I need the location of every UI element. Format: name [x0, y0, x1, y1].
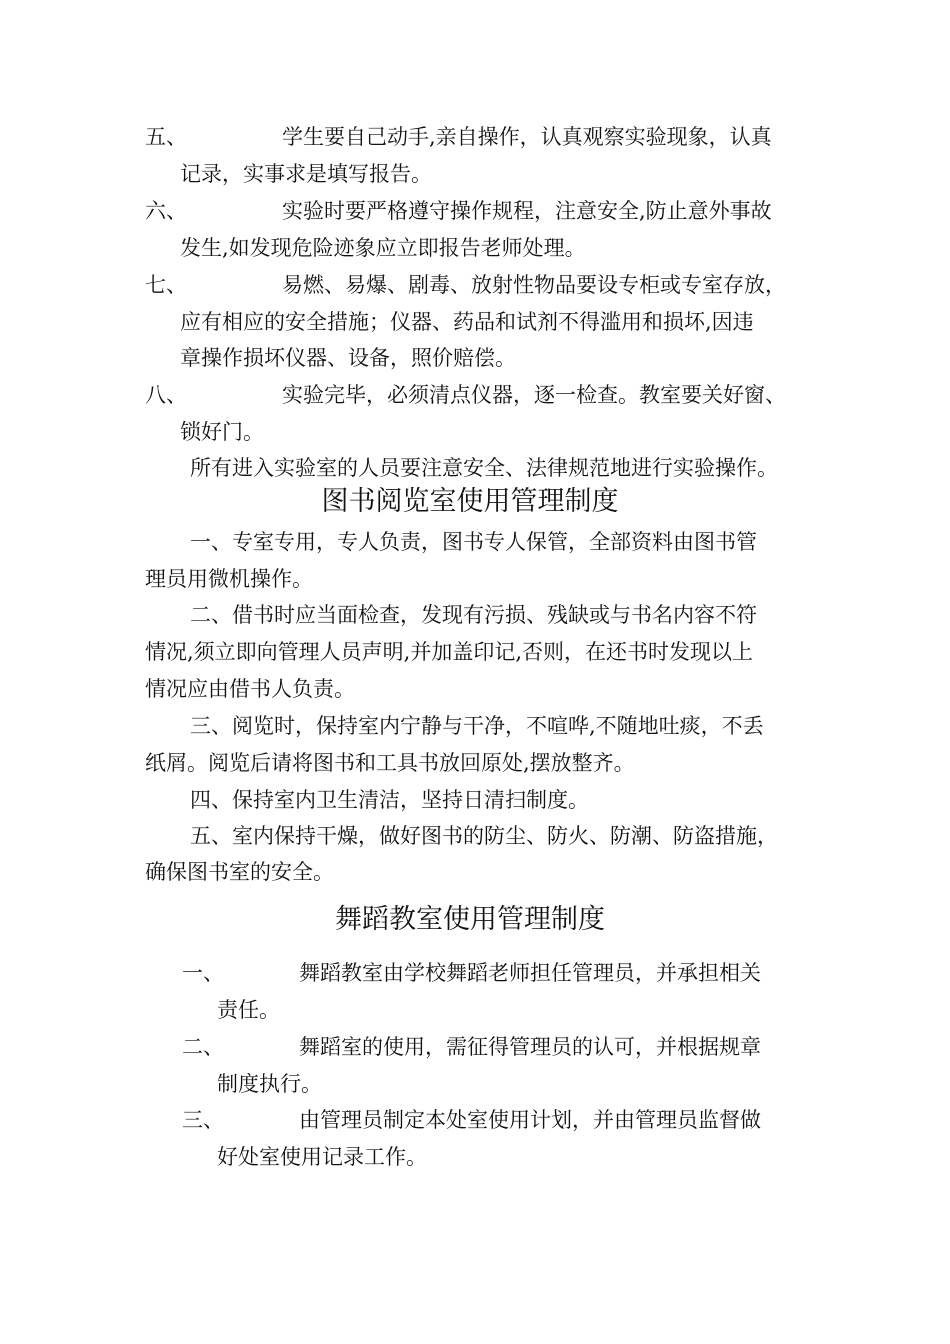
library-rule-3-line-1: 三、阅览时，保持室内宁静与干净，不喧哗,不随地吐痰，不丢 [190, 714, 764, 738]
dance-item-1-number: 一、 [182, 961, 224, 985]
dance-item-1-line-2: 责任。 [217, 998, 280, 1022]
lab-item-6-line-2: 发生,如发现危险迹象应立即报告老师处理。 [180, 236, 586, 260]
library-rule-2-line-2: 情况,须立即向管理人员声明,并加盖印记,否则，在还书时发现以上 [145, 640, 754, 664]
dance-item-2-number: 二、 [182, 1035, 224, 1059]
dance-item-1-line-1: 舞蹈教室由学校舞蹈老师担任管理员，并承担相关 [299, 961, 761, 985]
lab-item-8-line-1: 实验完毕，必须清点仪器，逐一检查。教室要关好窗、 [282, 383, 786, 407]
lab-closing-note: 所有进入实验室的人员要注意安全、法律规范地进行实验操作。 [190, 456, 778, 480]
lab-item-5-line-1: 学生要自己动手,亲自操作，认真观察实验现象，认真 [282, 125, 772, 149]
lab-item-5-line-2: 记录，实事求是填写报告。 [180, 162, 432, 186]
library-rules-title: 图书阅览室使用管理制度 [321, 486, 619, 517]
dance-item-3-line-1: 由管理员制定本处室使用计划，并由管理员监督做 [299, 1108, 761, 1132]
lab-item-6-number: 六、 [145, 199, 187, 223]
lab-item-7-number: 七、 [145, 273, 187, 297]
library-rule-5-line-2: 确保图书室的安全。 [145, 860, 334, 884]
dance-item-2-line-2: 制度执行。 [217, 1072, 322, 1096]
lab-item-7-line-3: 章操作损坏仪器、设备，照价赔偿。 [180, 346, 516, 370]
library-rule-1-line-2: 理员用微机操作。 [145, 567, 313, 591]
library-rule-3-line-2: 纸屑。阅览后请将图书和工具书放回原处,摆放整齐。 [145, 751, 635, 775]
lab-item-5-number: 五、 [145, 125, 187, 149]
lab-item-8-number: 八、 [145, 383, 187, 407]
library-rule-2-line-1: 二、借书时应当面检查，发现有污损、残缺或与书名内容不符 [190, 603, 757, 627]
library-rule-5-line-1: 五、室内保持干燥，做好图书的防尘、防火、防潮、防盗措施， [190, 824, 778, 848]
dance-item-3-line-2: 好处室使用记录工作。 [217, 1145, 427, 1169]
dance-rules-title: 舞蹈教室使用管理制度 [335, 904, 605, 935]
library-rule-1-line-1: 一、专室专用，专人负责，图书专人保管，全部资料由图书管 [190, 530, 757, 554]
lab-item-7-line-1: 易燃、易爆、剧毒、放射性物品要设专柜或专室存放， [282, 273, 786, 297]
library-rule-2-line-3: 情况应由借书人负责。 [145, 677, 355, 701]
lab-item-6-line-1: 实验时要严格遵守操作规程，注意安全,防止意外事故 [282, 199, 772, 223]
lab-item-7-line-2: 应有相应的安全措施；仪器、药品和试剂不得滥用和损坏,因违 [180, 310, 754, 334]
lab-item-8-line-2: 锁好门。 [180, 420, 264, 444]
library-rule-4-line-1: 四、保持室内卫生清洁，坚持日清扫制度。 [190, 788, 589, 812]
dance-item-3-number: 三、 [182, 1108, 224, 1132]
dance-item-2-line-1: 舞蹈室的使用，需征得管理员的认可，并根据规章 [299, 1035, 761, 1059]
